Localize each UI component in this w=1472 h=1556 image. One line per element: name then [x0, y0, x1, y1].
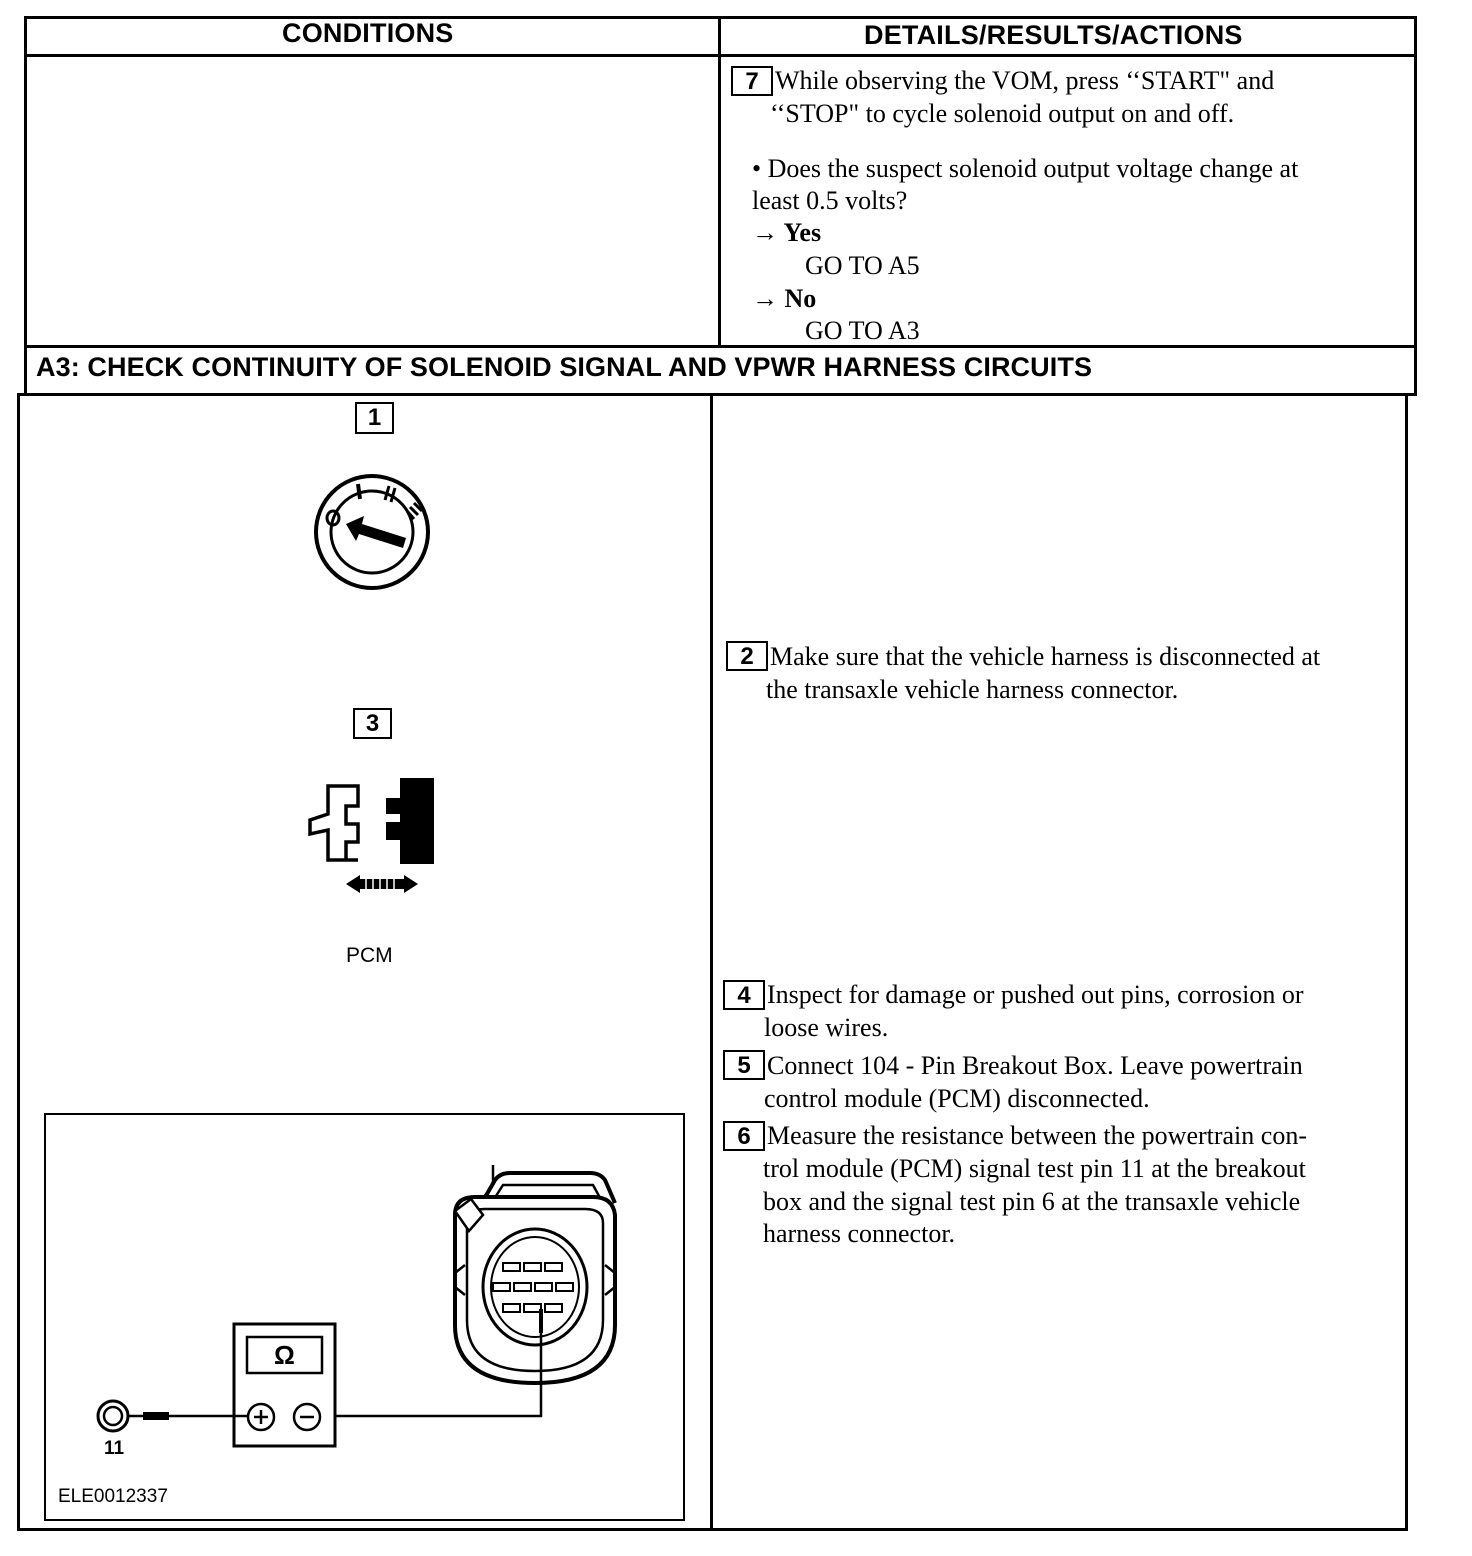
step7-yes-action: GO TO A5	[805, 251, 920, 280]
frame-bottom-border	[17, 1528, 1408, 1531]
step7-no-action: GO TO A3	[805, 316, 920, 345]
step6-line4: harness connector.	[763, 1219, 956, 1248]
transaxle-harness-connector	[455, 1165, 615, 1383]
connector-disconnect-icon	[306, 778, 436, 898]
step4-number-box: 4	[723, 980, 765, 1010]
conditions-header: CONDITIONS	[282, 18, 454, 48]
section-title-top-border	[25, 345, 1417, 348]
section-a3-title: A3: CHECK CONTINUITY OF SOLENOID SIGNAL AND VPWR HARNESS CIRCUITS	[36, 352, 1093, 382]
step7-line2: ‘‘STOP" to cycle solenoid output on and off.	[770, 99, 1235, 128]
frame-left-border-lower	[17, 393, 20, 1531]
step6-number-box: 6	[723, 1121, 765, 1151]
ignition-switch-off-icon	[308, 472, 438, 592]
step6-line2: trol module (PCM) signal test pin 11 at the breakout	[763, 1154, 1306, 1183]
frame-left-border	[24, 16, 27, 396]
breakout-pin-11	[98, 1401, 128, 1431]
pin-11-label: 11	[104, 1438, 125, 1459]
frame-top-border	[25, 16, 1417, 19]
wiring-diagram	[45, 1115, 685, 1515]
details-header: DETAILS/RESULTS/ACTIONS	[864, 20, 1243, 50]
step7-number-box: 7	[731, 66, 773, 96]
step2-line2: the transaxle vehicle harness connector.	[766, 675, 1179, 704]
step2-number-box: 2	[726, 641, 768, 671]
column-divider-upper	[718, 16, 721, 347]
step7-question-line2: least 0.5 volts?	[752, 186, 908, 215]
step1-number-box: 1	[355, 402, 394, 434]
step5-line2: control module (PCM) disconnected.	[764, 1084, 1150, 1113]
step6-line1: Measure the resistance between the powertrain con-	[767, 1121, 1307, 1150]
step7-yes-label: → Yes	[752, 218, 822, 247]
pcm-label: PCM	[346, 944, 393, 967]
step7-question-line1: • Does the suspect solenoid output voltage change at	[752, 154, 1299, 183]
frame-right-border-lower	[1405, 393, 1408, 1531]
section-title-bottom-border	[18, 393, 1417, 396]
frame-right-border	[1414, 16, 1417, 396]
ohm-symbol: Ω	[274, 1340, 295, 1370]
column-divider-lower	[710, 393, 713, 1531]
step3-number-box: 3	[353, 708, 392, 739]
step4-line1: Inspect for damage or pushed out pins, corrosion or	[767, 980, 1304, 1009]
header-divider	[25, 54, 1417, 57]
step7-line1: While observing the VOM, press ‘‘START" and	[775, 66, 1275, 95]
step6-line3: box and the signal test pin 6 at the transaxle vehicle	[763, 1187, 1301, 1216]
step5-number-box: 5	[723, 1050, 765, 1080]
figure-code: ELE0012337	[58, 1486, 168, 1507]
step5-line1: Connect 104 - Pin Breakout Box. Leave powertrain	[767, 1051, 1303, 1080]
step2-line1: Make sure that the vehicle harness is disconnected at	[770, 642, 1321, 671]
step4-line2: loose wires.	[764, 1013, 889, 1042]
step7-no-label: → No	[752, 284, 817, 313]
